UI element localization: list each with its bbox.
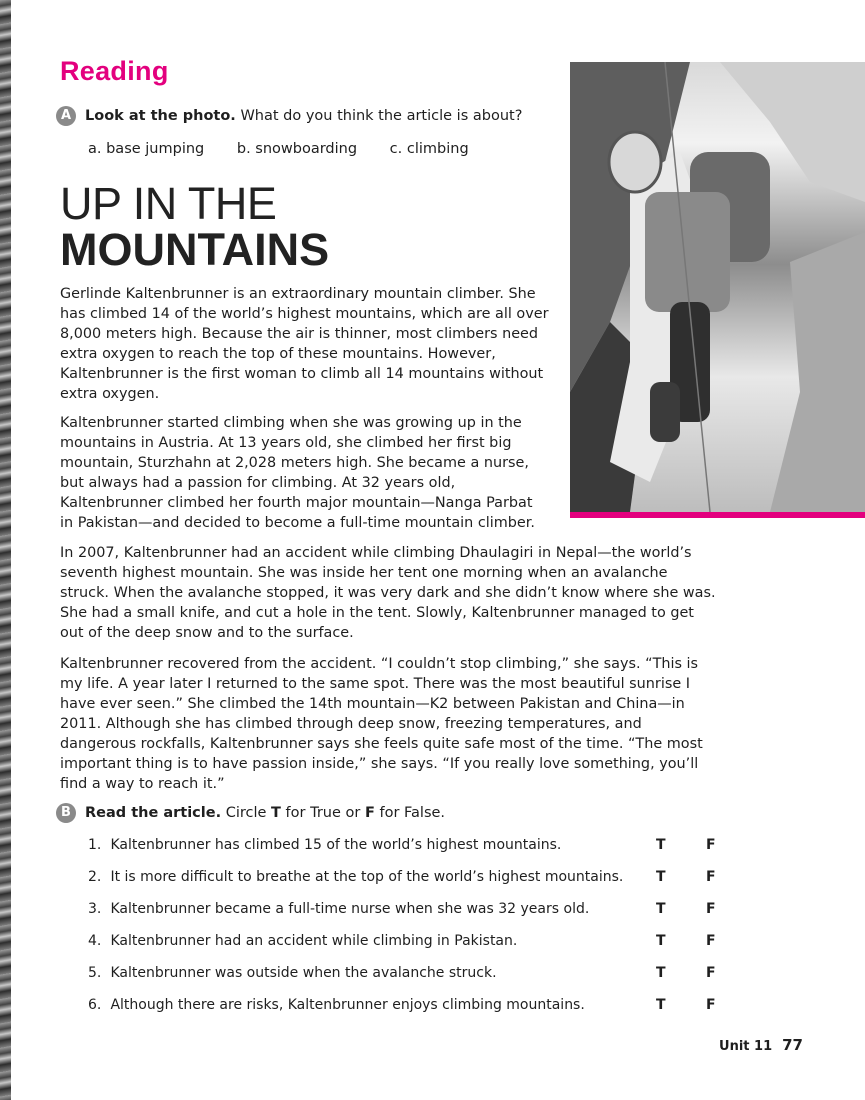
tf-item-number: 6. <box>88 997 102 1013</box>
tf-item-text: Although there are risks, Kaltenbrunner enjoys climbing mountains. <box>110 997 585 1013</box>
exercise-a-question: What do you think the article is about? <box>240 108 523 124</box>
exercise-b-instr-2: for True or <box>285 805 361 821</box>
false-option[interactable]: F <box>706 965 716 981</box>
tf-item-text: It is more difficult to breathe at the top of the world’s highest mountains. <box>110 869 624 885</box>
option-c: c. climbing <box>389 141 469 157</box>
exercise-badge-b: B <box>56 803 76 823</box>
option-a: a. base jumping <box>88 141 205 157</box>
false-option[interactable]: F <box>706 997 716 1013</box>
article-paragraph-1: Gerlinde Kaltenbrunner is an extraordinary mountain climber. She has climbed 14 of the world’s highest mountains, which are all over 8,000 meters high. Because the air is thinner, most climbers need extra oxygen to reach the top of these mountains. However, Kaltenbrunner is the first woman to climb all 14 mountains without extra oxygen. <box>60 286 549 402</box>
exercise-a-options <box>88 141 497 157</box>
page-footer <box>719 1036 803 1054</box>
exercise-b-lead: Read the article. <box>85 805 222 821</box>
tf-item-number: 4. <box>88 933 102 949</box>
tf-item-3 <box>88 899 728 931</box>
climber-photo <box>570 62 865 512</box>
exercise-b-instr-1: Circle <box>225 805 267 821</box>
photo-accent-bar <box>570 512 865 518</box>
exercise-a-lead: Look at the photo. <box>85 108 236 124</box>
tf-item-6 <box>88 995 728 1027</box>
exercise-badge-a: A <box>56 106 76 126</box>
tf-item-number: 2. <box>88 869 102 885</box>
section-heading: Reading <box>60 56 169 86</box>
article-paragraph-4: Kaltenbrunner recovered from the accident. “I couldn’t stop climbing,” she says. “This is my life. A year later I returned to the same spot. There was the most beautiful sunrise I have ever seen.” She climbed the 14th mountain—K2 between Pakistan and China—in 2011. Although she has climbed through deep snow, freezing temperatures, and dangerous rockfalls, Kaltenbrunner says she feels quite safe most of the time. “The most important thing is to have passion inside,” she says. “If you really love something, you’ll find a way to reach it.” <box>60 656 703 792</box>
article-title-line-2: MOUNTAINS <box>60 224 330 275</box>
true-option[interactable]: T <box>656 901 666 917</box>
decorative-photo-strip <box>0 0 11 1100</box>
false-option[interactable]: F <box>706 933 716 949</box>
tf-item-number: 1. <box>88 837 102 853</box>
page-number: 77 <box>782 1036 803 1054</box>
exercise-a-prompt <box>56 106 522 126</box>
true-option[interactable]: T <box>656 869 666 885</box>
true-option[interactable]: T <box>656 997 666 1013</box>
article-title-line-1: UP IN THE <box>60 178 277 229</box>
unit-label: Unit 11 <box>719 1039 773 1054</box>
article-paragraph-3: In 2007, Kaltenbrunner had an accident while climbing Dhaulagiri in Nepal—the world’s seventh highest mountain. She was inside her tent one morning when an avalanche struck. When the avalanche stopped, it was very dark and she didn’t know where she was. She had a small knife, and cut a hole in the tent. Slowly, Kaltenbrunner managed to get out of the deep snow and to the surface. <box>60 545 716 641</box>
tf-item-text: Kaltenbrunner had an accident while climbing in Pakistan. <box>110 933 518 949</box>
tf-item-text: Kaltenbrunner was outside when the avalanche struck. <box>110 965 497 981</box>
false-option[interactable]: F <box>706 869 716 885</box>
tf-item-number: 5. <box>88 965 102 981</box>
exercise-b-f-letter: F <box>364 805 375 821</box>
tf-item-2 <box>88 867 728 899</box>
tf-item-5 <box>88 963 728 995</box>
tf-item-4 <box>88 931 728 963</box>
tf-item-text: Kaltenbrunner became a full-time nurse when she was 32 years old. <box>110 901 590 917</box>
tf-item-1 <box>88 835 728 867</box>
true-option[interactable]: T <box>656 965 666 981</box>
exercise-b-instr-3: for False. <box>379 805 446 821</box>
tf-item-text: Kaltenbrunner has climbed 15 of the world’s highest mountains. <box>110 837 562 853</box>
exercise-b-prompt <box>56 803 445 823</box>
climber-illustration <box>570 62 865 512</box>
true-false-list <box>88 835 728 1027</box>
option-b: b. snowboarding <box>236 141 358 157</box>
true-option[interactable]: T <box>656 933 666 949</box>
false-option[interactable]: F <box>706 837 716 853</box>
tf-item-number: 3. <box>88 901 102 917</box>
true-option[interactable]: T <box>656 837 666 853</box>
article-paragraph-2: Kaltenbrunner started climbing when she was growing up in the mountains in Austria. At 13 years old, she climbed her first big mountain, Sturzhahn at 2,028 meters high. She became a nurse, but always had a passion for climbing. At 32 years old, Kaltenbrunner climbed her fourth major mountain—Nanga Parbat in Pakistan—and decided to become a full-time mountain climber. <box>60 415 535 531</box>
exercise-b-t-letter: T <box>271 805 281 821</box>
false-option[interactable]: F <box>706 901 716 917</box>
